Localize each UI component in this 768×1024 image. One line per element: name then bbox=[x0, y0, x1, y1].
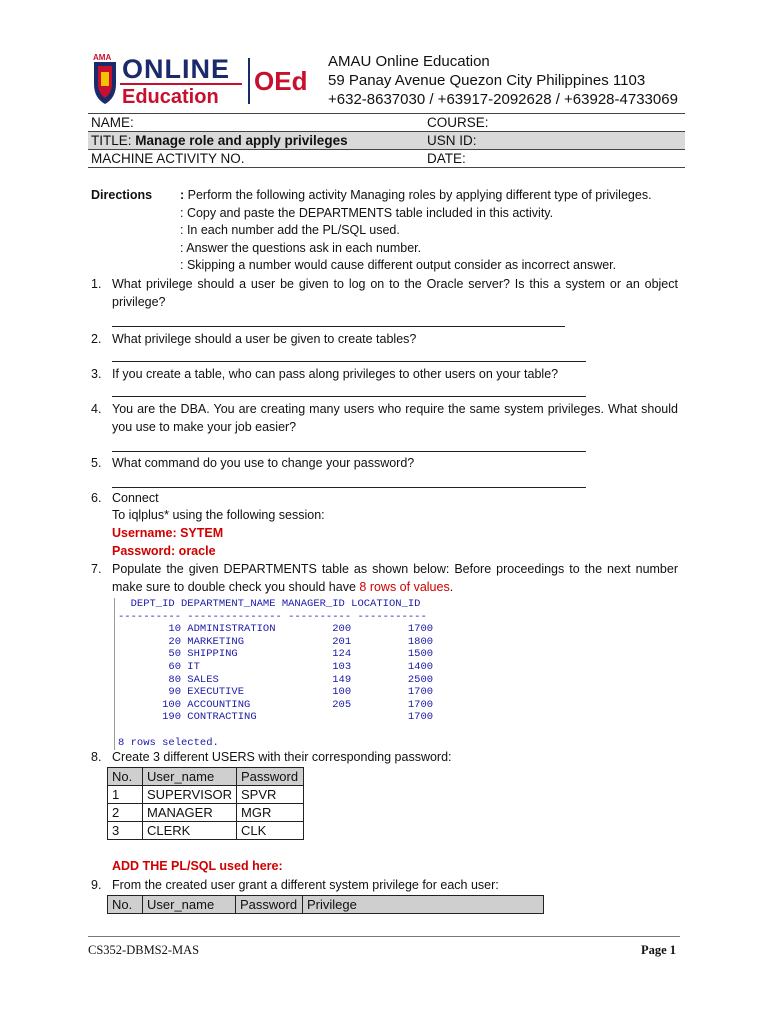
answer-line-2[interactable] bbox=[112, 361, 586, 362]
cell-password: MGR bbox=[237, 804, 304, 822]
directions-list bbox=[180, 187, 680, 275]
password-credential: Password: oracle bbox=[112, 544, 216, 558]
sql-rule: ---------- --------------- ---------- ----------- bbox=[118, 610, 427, 623]
question-2-number: 2. bbox=[91, 332, 102, 346]
sql-row: 50 SHIPPING 124 1500 bbox=[118, 648, 434, 661]
question-8-number: 8. bbox=[91, 750, 102, 764]
sql-header: DEPT_ID DEPARTMENT_NAME MANAGER_ID LOCATION_ID bbox=[118, 598, 421, 610]
student-info-table bbox=[88, 113, 685, 168]
table-row bbox=[108, 822, 304, 840]
col-privilege: Privilege bbox=[303, 896, 544, 914]
question-1-text: What privilege should a user be given to log on to the Oracle server? Is this a system or an object privilege? bbox=[112, 277, 678, 309]
question-8-text: Create 3 different USERS with their corresponding password: bbox=[112, 750, 452, 764]
users-table-header bbox=[108, 768, 304, 786]
col-user-name: User_name bbox=[143, 896, 236, 914]
org-phones: +632-8637030 / +63917-2092628 / +63928-4733069 bbox=[328, 91, 678, 108]
cell-no: 1 bbox=[108, 786, 143, 804]
departments-sql-output bbox=[114, 598, 460, 750]
table-row bbox=[108, 804, 304, 822]
cell-no: 3 bbox=[108, 822, 143, 840]
date-label: DATE: bbox=[427, 151, 466, 166]
sql-row: 90 EXECUTIVE 100 1700 bbox=[118, 686, 434, 699]
question-9-number: 9. bbox=[91, 878, 102, 892]
question-2-text: What privilege should a user be given to create tables? bbox=[112, 332, 417, 346]
org-address: 59 Panay Avenue Quezon City Philippines 1103 bbox=[328, 72, 646, 89]
direction-line: : In each number add the PL/SQL used. bbox=[180, 223, 400, 237]
question-7-text: Populate the given DEPARTMENTS table as shown below: Before proceedings to the next number make sure to double check you should have 8 rows of values. bbox=[112, 562, 678, 594]
question-5-number: 5. bbox=[91, 456, 102, 470]
sql-row: 100 ACCOUNTING 205 1700 bbox=[118, 698, 434, 711]
footer-rule bbox=[88, 936, 680, 937]
table-row bbox=[108, 786, 304, 804]
org-name: AMAU Online Education bbox=[328, 53, 490, 70]
svg-text:Education: Education bbox=[122, 86, 219, 108]
organization-info bbox=[328, 52, 678, 109]
sql-row: 80 SALES 149 2500 bbox=[118, 673, 434, 686]
question-5-text: What command do you use to change your password? bbox=[112, 456, 415, 470]
svg-text:ONLINE: ONLINE bbox=[122, 54, 231, 84]
answer-line-1[interactable] bbox=[112, 326, 565, 327]
col-no: No. bbox=[108, 896, 143, 914]
sql-row: 20 MARKETING 201 1800 bbox=[118, 635, 434, 648]
question-6-connect: Connect bbox=[112, 491, 159, 505]
question-9-text: From the created user grant a different system privilege for each user: bbox=[112, 878, 499, 892]
question-4-text: You are the DBA. You are creating many users who require the same system privileges. What should you use to make your job easier? bbox=[112, 402, 678, 434]
school-logo bbox=[90, 50, 320, 108]
question-1-number: 1. bbox=[91, 277, 102, 291]
direction-line: : Perform the following activity Managing roles by applying different type of privileges. bbox=[180, 188, 652, 202]
directions-label: Directions bbox=[91, 188, 153, 202]
direction-line: : Copy and paste the DEPARTMENTS table included in this activity. bbox=[180, 205, 554, 220]
col-password: Password bbox=[236, 896, 303, 914]
cell-password: SPVR bbox=[237, 786, 304, 804]
sql-row: 190 CONTRACTING 1700 bbox=[118, 711, 434, 724]
question-6-session: To iqlplus* using the following session: bbox=[112, 508, 325, 522]
sql-row: 60 IT 103 1400 bbox=[118, 660, 434, 673]
privilege-table-header bbox=[108, 896, 544, 914]
sql-row: 10 ADMINISTRATION 200 1700 bbox=[118, 623, 434, 636]
activity-number-label: MACHINE ACTIVITY NO. bbox=[91, 151, 245, 166]
cell-user-name: CLERK bbox=[143, 822, 237, 840]
rows-emphasis: 8 rows of values bbox=[359, 579, 450, 594]
answer-line-3[interactable] bbox=[112, 396, 586, 397]
direction-line: : Skipping a number would cause different output consider as incorrect answer. bbox=[180, 258, 617, 272]
question-3-text: If you create a table, who can pass along privileges to other users on your table? bbox=[112, 367, 559, 381]
cell-user-name: MANAGER bbox=[143, 804, 237, 822]
svg-text:AMA: AMA bbox=[93, 53, 112, 62]
usn-label: USN ID: bbox=[424, 132, 685, 150]
col-password: Password bbox=[237, 768, 304, 786]
logo-graphic bbox=[90, 50, 320, 108]
answer-line-5[interactable] bbox=[112, 487, 586, 488]
question-7-number: 7. bbox=[91, 562, 102, 576]
page-number: Page 1 bbox=[641, 943, 677, 957]
course-code: CS352-DBMS2-MAS bbox=[88, 943, 200, 957]
username-credential: Username: SYTEM bbox=[112, 526, 224, 540]
question-3-number: 3. bbox=[91, 367, 102, 381]
cell-no: 2 bbox=[108, 804, 143, 822]
name-label: NAME: bbox=[91, 115, 134, 130]
answer-line-4[interactable] bbox=[112, 451, 586, 452]
question-4-number: 4. bbox=[91, 402, 102, 416]
users-table bbox=[107, 767, 304, 840]
plsql-instruction: ADD THE PL/SQL used here: bbox=[112, 859, 283, 873]
privilege-table bbox=[107, 895, 544, 914]
cell-user-name: SUPERVISOR bbox=[143, 786, 237, 804]
svg-text:OEd: OEd bbox=[254, 66, 308, 96]
course-label: COURSE: bbox=[427, 115, 489, 130]
cell-password: CLK bbox=[237, 822, 304, 840]
activity-title: TITLE: Manage role and apply privileges bbox=[88, 132, 424, 150]
question-6-number: 6. bbox=[91, 491, 102, 505]
sql-blank bbox=[115, 724, 460, 737]
sql-footer: 8 rows selected. bbox=[118, 736, 219, 749]
col-user-name: User_name bbox=[143, 768, 237, 786]
direction-line: : Answer the questions ask in each number. bbox=[180, 240, 422, 255]
col-no: No. bbox=[108, 768, 143, 786]
